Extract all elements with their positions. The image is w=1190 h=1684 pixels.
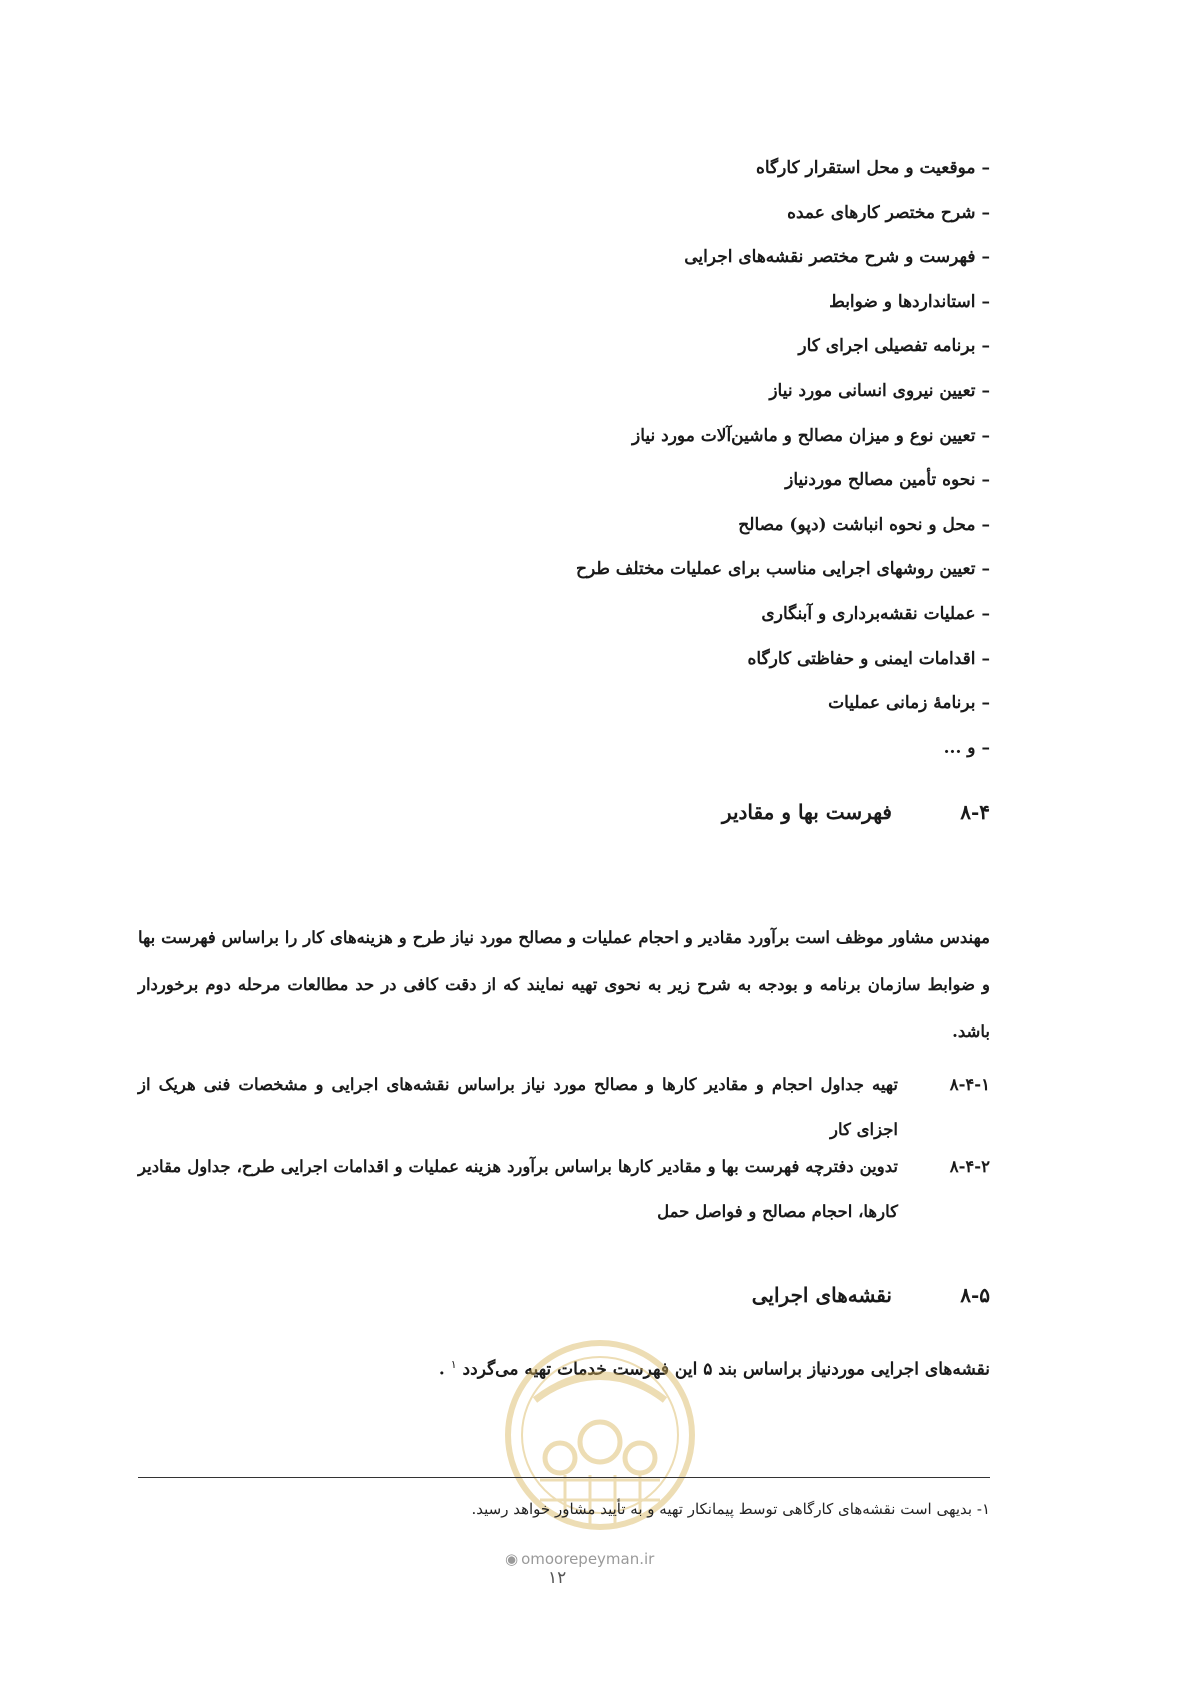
watermark-site (505, 1550, 654, 1568)
item-number: ۸-۴-۱ (949, 1075, 990, 1094)
section-heading-8-4 (722, 800, 990, 824)
item-number: ۸-۴-۲ (949, 1157, 990, 1176)
list-item-text: استانداردها و ضوابط (829, 291, 976, 312)
list-item (230, 414, 990, 459)
footnote-reference[interactable]: ۱ (450, 1358, 457, 1371)
list-item-text: اقدامات ایمنی و حفاظتی کارگاه (747, 648, 976, 669)
list-item-text: تعیین نوع و میزان مصالح و ماشین‌آلات مورد نیاز (631, 425, 976, 446)
section-paragraph: مهندس مشاور موظف است برآورد مقادیر و احجام عملیات و مصالح مورد نیاز طرح و هزینه‌های کار را براساس فهرست بها و ضوابط سازمان برنامه و بودجه به شرح زیر به نحوی تهیه نمایند که از دقت کافی در حد مطالعات مرحله دوم برخوردار باشد. (138, 928, 990, 1041)
bullet-dash: – (981, 291, 990, 312)
list-item (230, 637, 990, 682)
section-heading-8-5 (752, 1283, 990, 1307)
sentence-period: . (438, 1359, 445, 1380)
list-item-text: محل و نحوه انباشت (دپو) مصالح (738, 514, 976, 535)
list-item-text: موقعیت و محل استقرار کارگاه (755, 158, 976, 178)
watermark-site-text: omoorepeyman.ir (521, 1550, 655, 1568)
footnote: ۱- بدیهی است نقشه‌های کارگاهی توسط پیمانکار تهیه و به تأیید مشاور خواهد رسید. (471, 1500, 990, 1518)
list-item-text: تعیین روشهای اجرایی مناسب برای عملیات مختلف طرح (575, 559, 976, 580)
bullet-dash: – (981, 425, 990, 446)
list-item (230, 592, 990, 637)
list-item-text: و ... (943, 737, 976, 758)
bullet-dash: – (981, 380, 990, 401)
bullet-dash: – (981, 737, 990, 758)
list-item-text: عملیات نقشه‌برداری و آبنگاری (761, 603, 976, 624)
list-item (230, 369, 990, 414)
numbered-item (138, 1144, 990, 1234)
bullet-dash: – (981, 470, 990, 491)
list-item (230, 681, 990, 726)
bullet-dash: – (981, 158, 990, 178)
plans-sentence-text: نقشه‌های اجرایی موردنیاز براساس بند ۵ این فهرست خدمات تهیه می‌گردد (462, 1359, 990, 1380)
footnote-divider (138, 1477, 990, 1478)
list-item-text: نحوه تأمین مصالح موردنیاز (785, 470, 976, 491)
list-item (230, 235, 990, 280)
section-title: فهرست بها و مقادیر (721, 800, 892, 824)
item-text: تهیه جداول احجام و مقادیر کارها و مصالح مورد نیاز براساس نقشه‌های اجرایی و مشخصات فنی هریک از اجزای کار (138, 1075, 898, 1139)
page-number: ۱۲ (548, 1568, 567, 1588)
section-title: نقشه‌های اجرایی (751, 1283, 892, 1307)
section-number: ۸-۴ (960, 800, 990, 824)
item-text: تدوین دفترچه فهرست بها و مقادیر کارها براساس برآورد هزینه عملیات و اقدامات اجرایی طرح، جداول مقادیر کارها، احجام مصالح و فواصل حمل (138, 1157, 898, 1221)
list-item-text: برنامهٔ زمانی عملیات (828, 693, 976, 714)
bullet-dash: – (981, 648, 990, 669)
list-item (230, 280, 990, 325)
list-item-text: شرح مختصر کارهای عمده (787, 202, 976, 223)
requirements-list (230, 146, 990, 770)
list-item-text: فهرست و شرح مختصر نقشه‌های اجرایی (684, 247, 976, 268)
bullet-dash: – (981, 247, 990, 268)
bullet-dash: – (981, 603, 990, 624)
bullet-dash: – (981, 693, 990, 714)
list-item (230, 503, 990, 548)
list-item-text: برنامه تفصیلی اجرای کار (798, 336, 976, 357)
list-item-text: تعیین نیروی انسانی مورد نیاز (769, 380, 976, 401)
list-item (230, 547, 990, 592)
list-item (230, 324, 990, 369)
list-item (230, 726, 990, 771)
numbered-item (138, 1062, 990, 1152)
list-item (230, 146, 990, 191)
bullet-dash: – (981, 336, 990, 357)
list-item (230, 191, 990, 236)
bullet-dash: – (981, 559, 990, 580)
bullet-dash: – (981, 514, 990, 535)
list-item (230, 458, 990, 503)
bullet-dash: – (981, 202, 990, 223)
section-number: ۸-۵ (960, 1283, 990, 1307)
globe-icon: ◉ (505, 1550, 519, 1568)
